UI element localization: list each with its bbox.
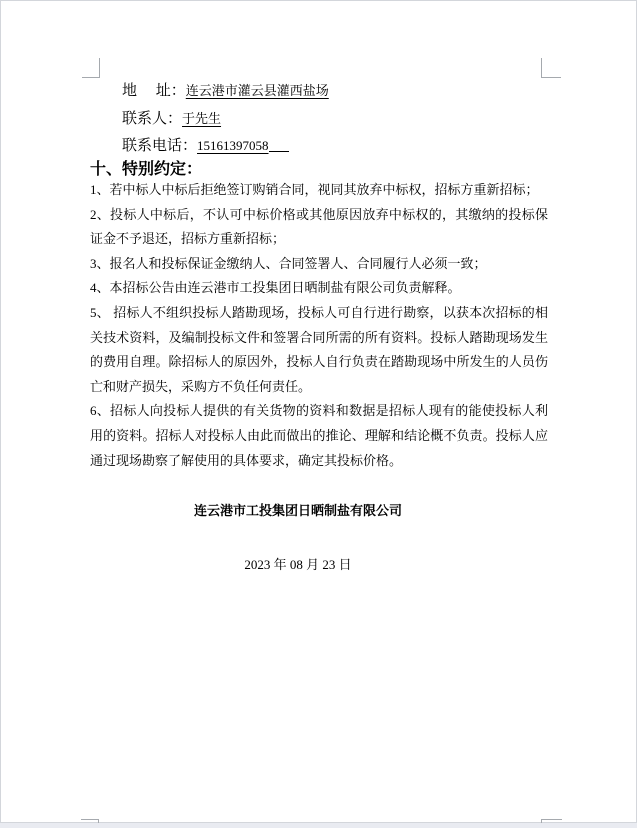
address-line <box>122 77 329 105</box>
phone-line <box>122 132 329 160</box>
clause-line: 证金不予退还，招标方重新招标； <box>90 231 286 247</box>
clause-line: 4、本招标公告由连云港市工投集团日晒制盐有限公司负责解释。 <box>90 280 461 296</box>
contact-info-block <box>122 77 329 160</box>
margin-crop-mark-bottom-left <box>81 819 99 823</box>
phone-value: 15161397058 <box>197 138 269 154</box>
clause-line: 通过现场勘察了解使用的具体要求，确定其投标价格。 <box>90 452 403 468</box>
clause-line: 2、投标人中标后，不认可中标价格或其他原因放弃中标权的，其缴纳的投标保 <box>90 206 548 222</box>
clause-line: 5、 招标人不组织投标人踏勘现场，投标人可自行进行勘察，以获本次招标的相 <box>90 304 548 320</box>
contact-person-value: 于先生 <box>182 110 222 126</box>
clause-line: 关技术资料，及编制投标文件和签署合同所需的所有资料。投标人踏勘现场发生 <box>90 329 548 345</box>
address-label: 地 址： <box>122 83 186 99</box>
signature-date: 2023 年 08 月 23 日 <box>244 557 352 572</box>
contact-person-line <box>122 105 329 133</box>
clause-line: 3、报名人和投标保证金缴纳人、合同签署人、合同履行人必须一致； <box>90 255 487 271</box>
margin-crop-mark-bottom-right <box>541 819 562 823</box>
clauses-text-block <box>90 178 548 473</box>
signature-company-name: 连云港市工投集团日晒制盐有限公司 <box>193 503 402 518</box>
margin-crop-mark-top-left <box>82 58 100 78</box>
section-title-special-provisions: 十、特别约定： <box>90 161 203 178</box>
clause-line: 用的资料。招标人对投标人由此而做出的推论、理解和结论概不负责。投标人应 <box>90 427 548 443</box>
contact-person-label: 联系人： <box>122 110 183 127</box>
clause-line: 1、若中标人中标后拒绝签订购销合同，视同其放弃中标权，招标方重新招标； <box>90 182 539 197</box>
address-value: 连云港市灌云县灌西盐场 <box>185 83 329 98</box>
clause-line: 的费用自理。除招标人的原因外，投标人自行负责在踏勘现场中所发生的人员伤 <box>90 354 548 370</box>
phone-underline-extension <box>269 136 289 152</box>
clause-line: 亡和财产损失，采购方不负任何责任。 <box>90 378 312 394</box>
margin-crop-mark-top-right <box>541 58 561 78</box>
phone-label: 联系电话： <box>122 138 198 155</box>
clause-line: 6、招标人向投标人提供的有关货物的资料和数据是招标人现有的能使投标人利 <box>90 403 548 419</box>
